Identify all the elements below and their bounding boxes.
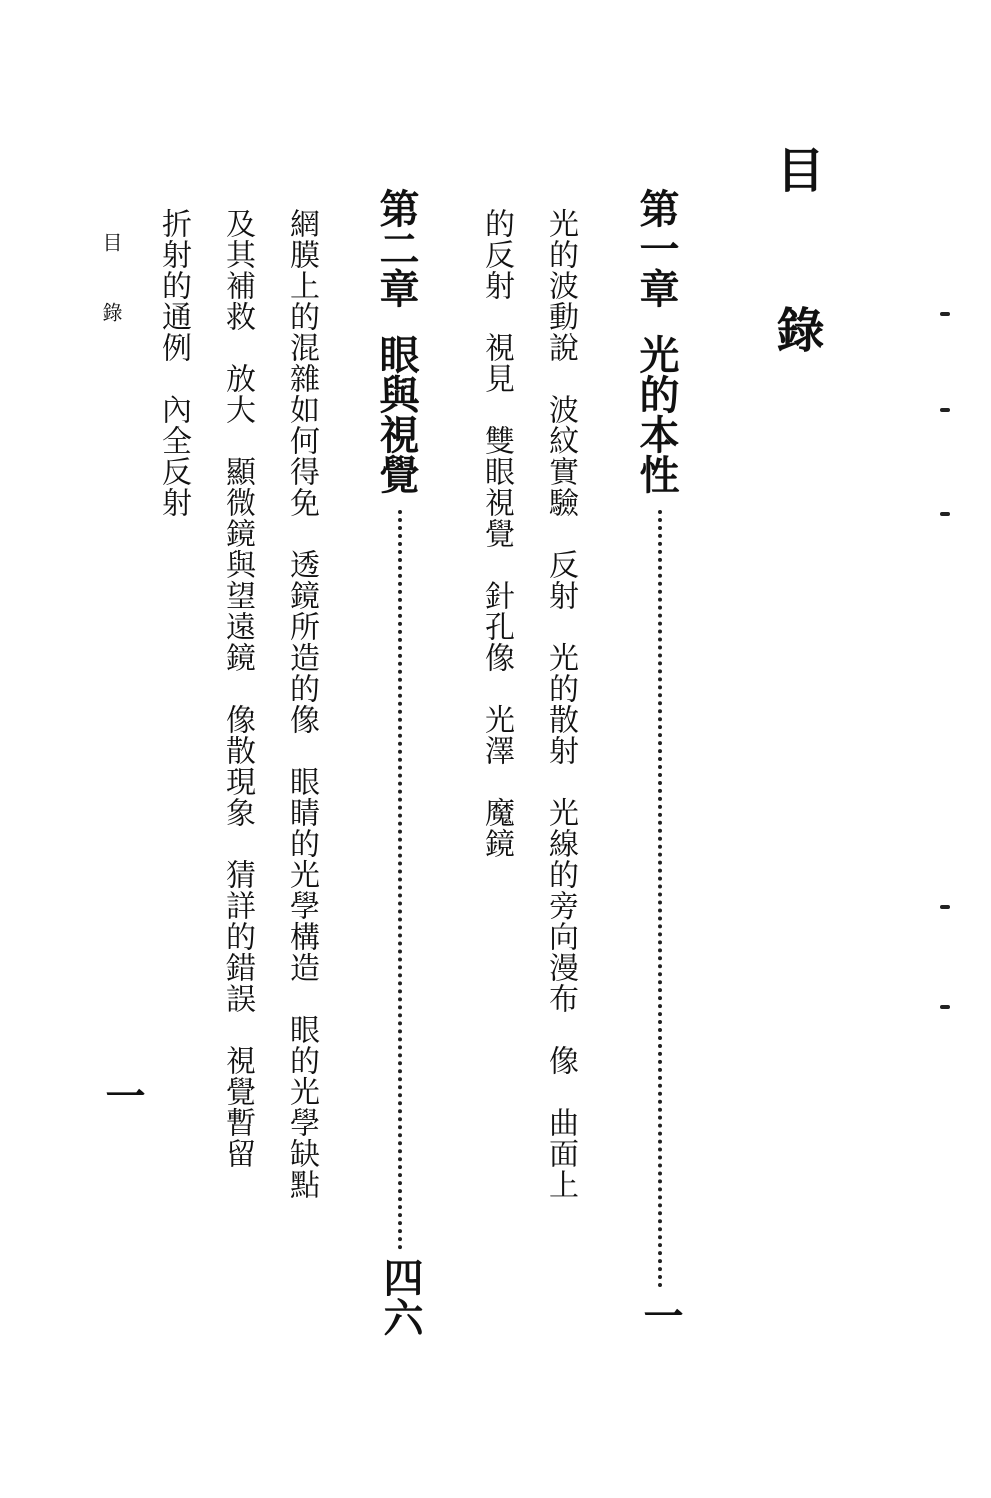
chapter-1-sections-line-2: 的反射 視見 雙眼視覺 針孔像 光澤 魔鏡 xyxy=(479,208,514,859)
chapter-2-number: 第二章 xyxy=(373,188,420,308)
page-title: 目 錄 xyxy=(768,145,824,381)
chapter-1-number: 第一章 xyxy=(633,188,680,308)
scan-speck xyxy=(940,408,950,412)
scan-speck xyxy=(940,905,950,909)
scan-speck xyxy=(940,512,950,516)
chapter-2-page-number: 四六 xyxy=(377,1257,424,1337)
chapter-2-name: 眼與視覺 xyxy=(373,334,420,494)
chapter-1-heading xyxy=(633,188,680,494)
running-head: 目錄 xyxy=(99,232,123,372)
chapter-1-name: 光的本性 xyxy=(633,334,680,494)
chapter-2-sections-line-2: 及其補救 放大 顯微鏡與望遠鏡 像散現象 猜詳的錯誤 視覺暫留 xyxy=(220,208,255,1169)
scan-speck xyxy=(940,312,950,316)
chapter-2-leader-dots xyxy=(398,510,402,1250)
chapter-1-leader-dots xyxy=(658,510,662,1288)
folio-page-number: 一 xyxy=(99,1075,146,1115)
chapter-2-sections-line-3: 折射的通例 內全反射 xyxy=(156,208,191,518)
chapter-2-sections-line-1: 網膜上的混雜如何得免 透鏡所造的像 眼睛的光學構造 眼的光學缺點 xyxy=(284,208,319,1200)
chapter-1-page-number: 一 xyxy=(637,1295,684,1335)
chapter-1-sections-line-1: 光的波動說 波紋實驗 反射 光的散射 光線的旁向漫布 像 曲面上 xyxy=(543,208,578,1200)
scan-speck xyxy=(940,1005,950,1009)
chapter-2-heading xyxy=(373,188,420,494)
